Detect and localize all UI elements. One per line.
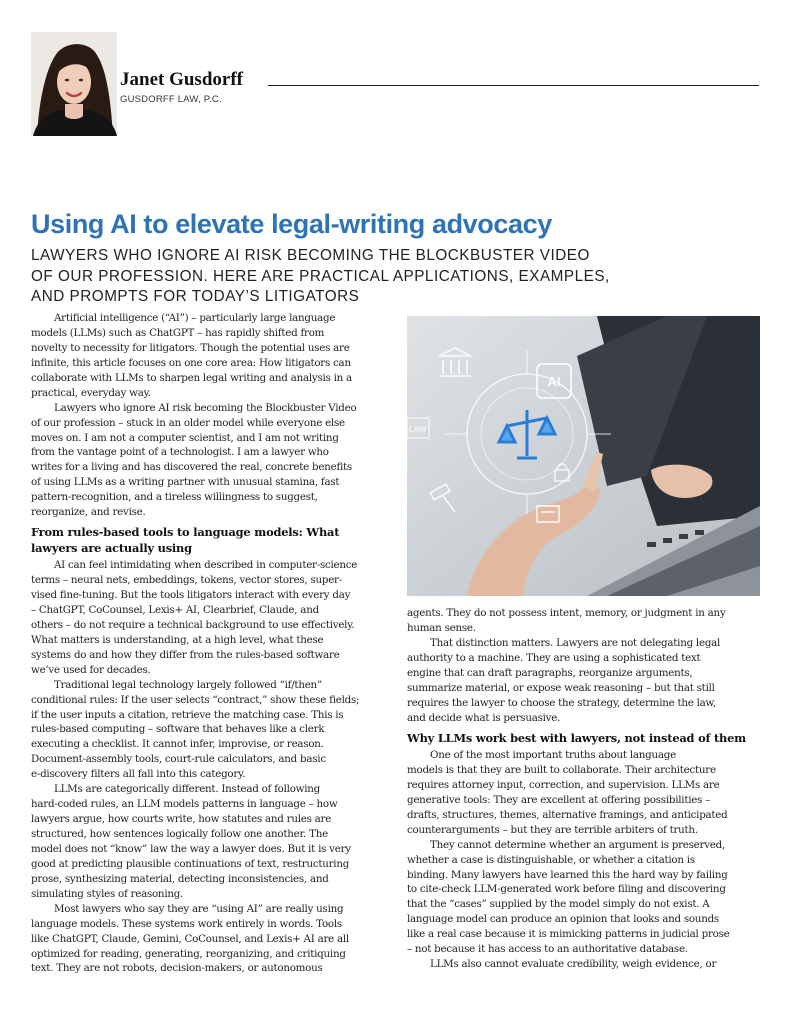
body-line: authority to a machine. They are using a sophisticated text [407,651,701,664]
ai-chip-label: AI [547,374,561,389]
body-line: simulating styles of reasoning. [31,887,184,900]
body-line: pattern-recognition, and a tireless willingness to suggest, [31,491,318,504]
body-line: models is that they are built to collaborate. Their architecture [407,763,716,776]
body-line: conditional rules: If the user selects “contract,” show these fields; [31,693,360,706]
ai-justice-hologram-illustration [407,316,760,596]
body-line: summarize material, or expose weak reasoning – but that still [407,681,715,694]
body-line: requires the lawyer to choose the strategy, determine the law, [407,696,716,709]
body-line: requires attorney input, correction, and supervision. LLMs are [407,778,720,791]
body-line: What matters is understanding, at a high level, what these [31,633,324,646]
body-line: drafts, structures, themes, alternative framings, and anticipated [407,808,728,821]
body-line: reorganize, and revise. [31,506,146,519]
author-portrait-illustration [31,32,117,136]
body-line: of using LLMs as a writing partner with unusual stamina, fast [31,476,340,489]
body-line: hard-coded rules, an LLM models patterns in language – how [31,798,338,811]
body-line: prose, synthesizing material, detecting inconsistencies, and [31,872,329,885]
body-line: others – do not require a technical background to use effectively. [31,618,355,631]
section-subhead: lawyers are actually using [31,540,192,555]
body-line: executing a checklist. It cannot infer, improvise, or reason. [31,738,324,751]
body-line: human sense. [407,621,476,634]
body-line: that the “cases” supplied by the model simply do not exist. A [407,898,710,911]
section-subhead: From rules-based tools to language models: What [31,525,340,540]
body-line: novelty to necessity for litigators. Though the potential uses are [31,341,350,354]
section-subhead: Why LLMs work best with lawyers, not instead of them [407,730,746,745]
body-line: – not because it has access to an authoritative database. [407,943,688,956]
body-line: rules-based computing – software that behaves like a clerk [31,723,325,736]
body-line: agents. They do not possess intent, memory, or judgment in any [407,607,726,619]
body-line: binding. Many lawyers have learned this the hard way by failing [407,868,728,881]
body-line: They cannot determine whether an argument is preserved, [430,838,725,851]
body-line: Lawyers who ignore AI risk becoming the Blockbuster Video [54,401,357,414]
body-line: like a real case because it is mimicking patterns in judicial prose [407,928,730,941]
body-line: lawyers argue, how courts write, how statutes and rules are [31,813,332,826]
body-line: One of the most important truths about language [430,749,676,761]
article-headline: Using AI to elevate legal-writing advocacy [31,209,552,239]
body-line: Traditional legal technology largely followed “if/then” [54,678,322,691]
body-line: if the user inputs a citation, retrieve the matching case. This is [31,708,344,721]
body-line: writes for a living and has discovered the real, concrete benefits [31,461,352,474]
body-line: from the vantage point of a technologist. I am a lawyer who [31,446,329,459]
body-line: language model can produce an opinion that looks and sounds [407,913,719,926]
body-line: infinite, this article focuses on one core area: How litigators can [31,356,351,369]
dek-line: AND PROMPTS FOR TODAY’S LITIGATORS [31,288,360,305]
body-line: collaborate with LLMs to sharpen legal writing and analysis in a [31,371,352,384]
body-line: AI can feel intimidating when described in computer-science [54,559,358,572]
dek-line: LAWYERS WHO IGNORE AI RISK BECOMING THE BLOCKBUSTER VIDEO [31,247,590,264]
body-line: and decide what is persuasive. [407,711,561,724]
author-name: Janet Gusdorff [120,69,243,90]
law-tab-label: LAW [409,425,427,434]
body-line: LLMs are categorically different. Instead of following [54,783,320,796]
body-line: Document-assembly tools, court-rule calculators, and basic [31,753,326,766]
body-line: we’ve used for decades. [31,663,151,676]
body-line: LLMs also cannot evaluate credibility, weigh evidence, or [430,958,717,971]
article-column-right [407,606,761,972]
article-photo [407,316,760,596]
body-line: Artificial intelligence (“AI”) – particularly large language [54,312,336,324]
body-line: e-discovery filters all fall into this category. [31,768,246,781]
body-line: text. They are not robots, decision-makers, or autonomous [31,962,323,975]
body-line: vised fine-tuning. But the tools litigators interact with every day [31,589,351,601]
body-line: language models. These systems work entirely in words. Tools [31,917,342,930]
body-line: good at predicting plausible continuations of text, restructuring [31,857,350,870]
article-dek [31,246,631,308]
dek-line: OF OUR PROFESSION. HERE ARE PRACTICAL APPLICATIONS, EXAMPLES, [31,267,610,285]
body-line: generative tools: They are excellent at offering possibilities – [407,793,711,806]
body-line: to cite-check LLM-generated work before filing and discovering [407,883,726,896]
body-line: practical, everyday way. [31,386,151,399]
body-line: terms – neural nets, embeddings, tokens, vector stores, super- [31,574,342,587]
body-line: engine that can draft paragraphs, reorganize arguments, [407,666,693,679]
body-line: whether a case is distinguishable, or whether a citation is [407,853,695,866]
body-line: models (LLMs) such as ChatGPT – has rapidly shifted from [31,326,325,339]
body-line: structured, how sentences logically follow one another. The [31,828,328,840]
body-line: systems do and how they differ from the rules-based software [31,648,340,661]
article-column-left [31,311,381,976]
author-firm: GUSDORFF LAW, P.C. [120,94,222,105]
body-line: counterarguments – but they are terrible arbiters of truth. [407,823,698,836]
body-line: of our profession – stuck in an older model while everyone else [31,416,345,429]
body-line: like ChatGPT, Claude, Gemini, CoCounsel, and Lexis+ AI are all [31,932,349,945]
body-line: model does not “know” law the way a lawyer does. But it is very [31,842,351,855]
body-line: That distinction matters. Lawyers are not delegating legal [430,636,721,649]
body-line: moves on. I am not a computer scientist, and I am not writing [31,431,339,444]
body-line: optimized for reading, generating, reorganizing, and critiquing [31,947,346,960]
author-avatar [31,32,117,136]
body-line: – ChatGPT, CoCounsel, Lexis+ AI, Clearbrief, Claude, and [31,603,319,616]
byline-rule [268,85,759,86]
body-line: Most lawyers who say they are “using AI” are really using [54,902,344,915]
